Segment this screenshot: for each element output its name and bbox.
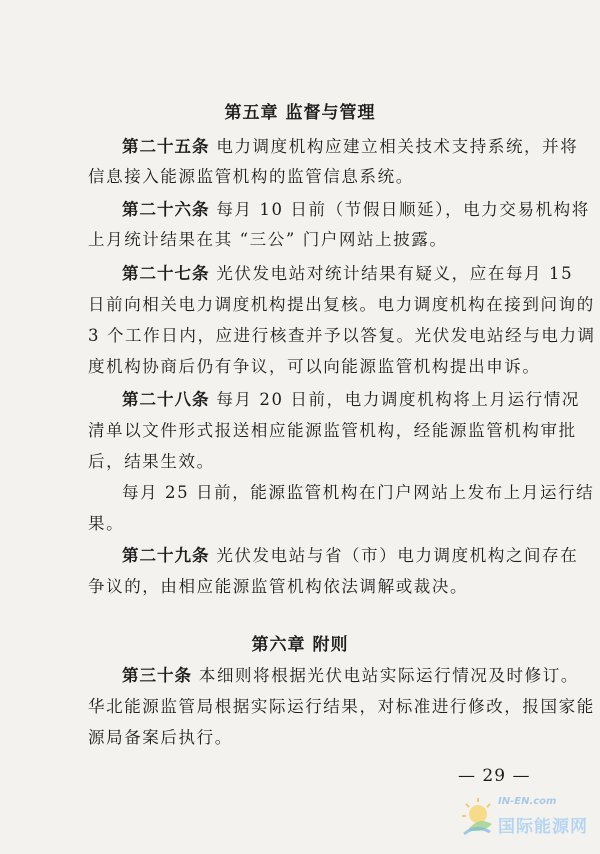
article-28-text-1: 每月 20 日前，电力调度机构将上月运行情况 — [209, 390, 581, 409]
article-27-label: 第二十七条 — [122, 264, 210, 283]
article-28-line-2: 清单以文件形式报送相应能源监管机构，经能源监管机构审批 — [88, 421, 577, 440]
article-28-line-1 — [122, 386, 580, 410]
article-26-line-2: 上月统计结果在其 “三公” 门户网站上披露。 — [88, 230, 448, 249]
page-number: — 29 — — [458, 766, 531, 786]
watermark-site: IN-EN.com — [498, 796, 557, 807]
article-28-para2-line-1: 每月 25 日前，能源监管机构在门户网站上发布上月运行结 — [122, 483, 595, 502]
article-27-text-1: 光伏发电站对统计结果有疑义，应在每月 15 — [209, 264, 574, 283]
article-25-label: 第二十五条 — [122, 137, 210, 156]
chapter-6-heading: 第六章 附则 — [251, 635, 349, 655]
article-29-label: 第二十九条 — [122, 546, 210, 565]
article-28-line-3: 后，结果生效。 — [88, 452, 215, 471]
article-30-text-1: 本细则将根据光伏电站实际运行情况及时修订。 — [192, 666, 579, 685]
article-30-label: 第三十条 — [122, 666, 192, 685]
watermark-logo — [460, 788, 600, 854]
article-29-text-1: 光伏发电站与省（市）电力调度机构之间存在 — [209, 546, 579, 565]
article-26-label: 第二十六条 — [122, 200, 210, 219]
article-26-line-1 — [122, 196, 590, 220]
article-27-line-2: 日前向相关电力调度机构提出复核。电力调度机构在接到问询的 — [88, 295, 595, 314]
article-25-line-1 — [122, 133, 578, 157]
chapter-5-heading: 第五章 监督与管理 — [224, 103, 376, 123]
article-30-line-3: 源局备案后执行。 — [88, 728, 233, 747]
sun-leaf-icon — [460, 794, 496, 838]
article-29-line-1 — [122, 542, 578, 566]
article-29-line-2: 争议的，由相应能源监管机构依法调解或裁决。 — [88, 577, 469, 596]
article-30-line-1 — [122, 662, 579, 686]
article-30-line-2: 华北能源监管局根据实际运行结果，对标准进行修改，报国家能 — [88, 697, 595, 716]
watermark-name: 国际能源网 — [498, 817, 588, 837]
article-25-text-1: 电力调度机构应建立相关技术支持系统，并将 — [209, 137, 579, 156]
article-27-line-4: 度机构协商后仍有争议，可以向能源监管机构提出申诉。 — [88, 357, 541, 376]
article-26-text-1: 每月 10 日前（节假日顺延），电力交易机构将 — [209, 200, 590, 219]
article-27-line-3: 3 个工作日内，应进行核查并予以答复。光伏发电站经与电力调 — [88, 326, 596, 345]
article-28-para2-line-2: 果。 — [88, 514, 125, 533]
article-27-line-1 — [122, 260, 573, 284]
article-28-label: 第二十八条 — [122, 390, 210, 409]
article-25-line-2: 信息接入能源监管机构的监管信息系统。 — [88, 167, 414, 186]
